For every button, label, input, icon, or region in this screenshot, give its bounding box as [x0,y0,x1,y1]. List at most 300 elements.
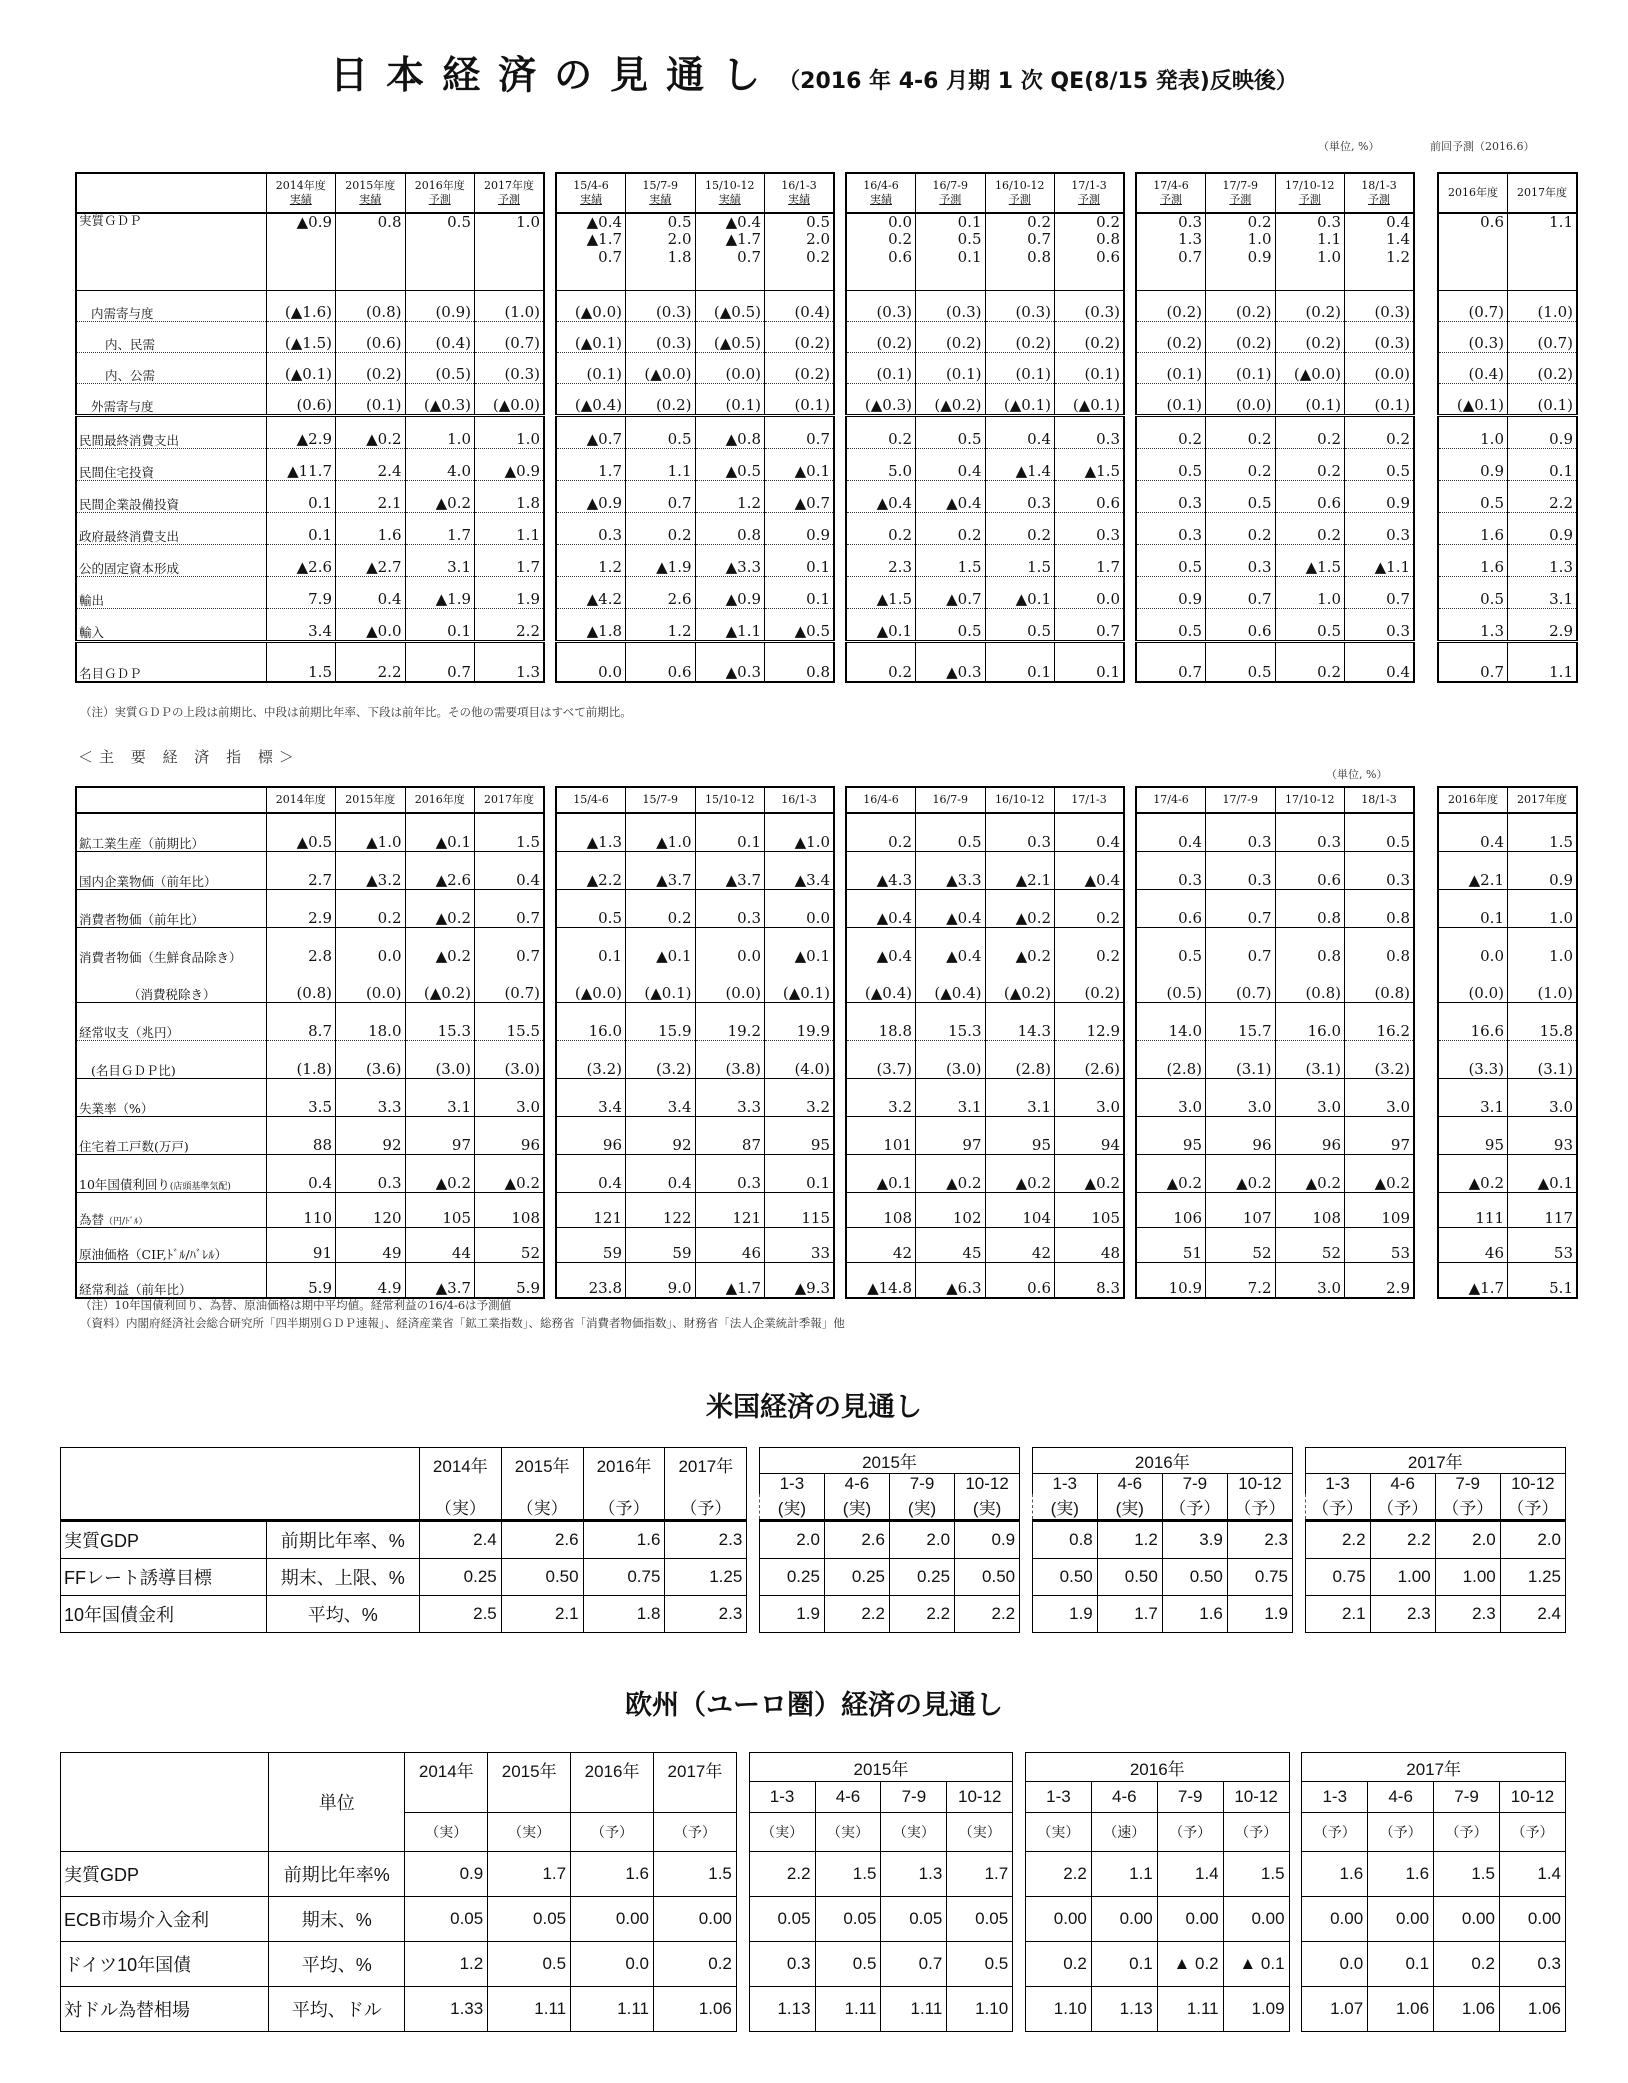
value-cell: 3.0 [1055,1079,1125,1117]
quarter-header: 4-6 [1368,1782,1434,1813]
column-gap [834,1117,846,1155]
value-cell: (▲0.4) [556,384,626,416]
value-cell: ▲1.7 [695,1263,765,1299]
quarter-value: 2.2 [1305,1521,1370,1559]
value-cell: 3.4 [556,1079,626,1117]
quarter-value: 1.11 [1157,1987,1223,2032]
year-group-header: 2017年 [1302,1753,1566,1782]
value-cell: 0.6 [1055,481,1125,513]
value-cell: 0.8 [1275,928,1345,966]
value-cell: 0.2 [1206,449,1276,481]
table-row [76,481,1577,513]
unit-header: 単位 [269,1753,405,1852]
value-cell: (0.4) [765,291,835,322]
value-cell: (0.1) [846,353,916,384]
value-cell: 0.3 1.3 0.7 [1136,213,1206,291]
quarter-header: 7-9 [881,1782,947,1813]
column-gap [834,322,846,353]
value-cell: ▲0.2 [405,928,475,966]
column-gap [1292,1474,1305,1495]
value-cell: 102 [916,1193,986,1228]
quarter-value: 0.05 [947,1897,1013,1942]
column-gap [1414,1079,1438,1117]
column-header: 2015年度 実績 [336,173,406,213]
value-cell: (0.3) [1345,291,1415,322]
value-cell: (0.0) [1206,384,1276,416]
column-gap [1414,1041,1438,1079]
value-cell: (0.7) [475,322,545,353]
value-cell: ▲2.2 [556,852,626,890]
column-gap [1414,577,1438,609]
value-cell: ▲14.8 [846,1263,916,1299]
value-cell: 0.9 [1508,852,1578,890]
table-row [76,353,1577,384]
value-cell: (3.7) [846,1041,916,1079]
quarter-value: 1.09 [1223,1987,1289,2032]
value-cell: 0.2 [1275,642,1345,683]
value-cell: ▲2.6 [405,852,475,890]
value-cell: 1.5 [1508,813,1578,852]
value-cell: ▲3.3 [916,852,986,890]
row-label: 経常利益（前年比） [76,1263,266,1299]
column-gap [834,813,846,852]
quarter-value: 1.11 [881,1987,947,2032]
value-cell: 4.0 [405,449,475,481]
value-cell: 3.3 [336,1079,406,1117]
quarter-value: 1.07 [1302,1987,1368,2032]
value-cell: 15.7 [1206,1003,1276,1041]
value-cell: 0.5 [626,416,696,449]
column-header: 2016年度 [1438,173,1508,213]
value-cell: (▲0.1) [985,384,1055,416]
table-row [76,545,1577,577]
value-cell: 101 [846,1117,916,1155]
value-cell: 53 [1508,1228,1578,1263]
row-label: 公的固定資本形成 [76,545,266,577]
value-cell: 95 [1136,1117,1206,1155]
column-gap [834,513,846,545]
value-cell: ▲0.1 [765,928,835,966]
annual-value: 0.9 [405,1852,488,1897]
value-cell: 16.2 [1345,1003,1415,1041]
value-cell: 120 [336,1193,406,1228]
table-row [76,1193,1577,1228]
value-cell: ▲4.3 [846,852,916,890]
column-gap [1124,1155,1136,1193]
japan-indicators-table [75,786,1578,1299]
column-gap [1020,1448,1033,1474]
value-cell: (3.1) [1275,1041,1345,1079]
row-unit: 期末、上限、% [266,1559,419,1596]
value-cell: 51 [1136,1228,1206,1263]
row-label: ドイツ10年国債 [61,1942,269,1987]
quarter-value: 0.75 [1305,1559,1370,1596]
quarter-status: （予） [1302,1813,1368,1852]
quarter-value: 1.4 [1157,1852,1223,1897]
column-gap [544,173,556,213]
column-gap [544,449,556,481]
value-cell: (3.2) [556,1041,626,1079]
value-cell: (0.2) [1275,291,1345,322]
value-cell: 8.7 [266,1003,336,1041]
quarter-value: ▲ 0.2 [1157,1942,1223,1987]
column-gap [1414,965,1438,1003]
column-gap [834,1263,846,1299]
quarter-value: 0.00 [1434,1897,1500,1942]
quarter-status: （実） [815,1813,881,1852]
value-cell: 0.3 [1345,609,1415,642]
value-cell: ▲1.7 [1438,1263,1508,1299]
value-cell: 3.4 [266,609,336,642]
value-cell: (0.2) [765,353,835,384]
column-gap [544,577,556,609]
value-cell: ▲3.3 [695,545,765,577]
quarter-header: 7-9 （予） [1435,1474,1500,1521]
row-label: 内、公需 [76,353,266,384]
quarter-value: 1.2 [1097,1521,1162,1559]
row-unit: 平均、% [269,1942,405,1987]
table-row [76,213,1577,291]
value-cell: 0.1 [266,481,336,513]
value-cell: 87 [695,1117,765,1155]
value-cell: 0.5 [1275,609,1345,642]
column-gap [1414,813,1438,852]
annual-value: 1.06 [654,1987,737,2032]
value-cell: 97 [916,1117,986,1155]
value-cell: 0.8 [695,513,765,545]
column-header: 2017年度 [1508,173,1578,213]
value-cell: 0.7 [1438,642,1508,683]
quarter-value: 1.06 [1368,1987,1434,2032]
value-cell: 0.2 [846,642,916,683]
value-cell: 0.5 [985,609,1055,642]
quarter-value: 0.1 [1091,1942,1157,1987]
value-cell: 0.3 [1275,813,1345,852]
column-gap [834,1228,846,1263]
quarter-value: 1.11 [815,1987,881,2032]
value-cell: ▲9.3 [765,1263,835,1299]
column-gap [1414,213,1438,291]
document-title [0,44,1628,99]
unit-label: （単位, %） [1318,140,1380,153]
table-row [61,1852,1566,1897]
column-gap [1414,1263,1438,1299]
column-gap [1013,1782,1026,1813]
value-cell: ▲4.2 [556,577,626,609]
column-gap [1414,173,1438,213]
value-cell: 2.6 [626,577,696,609]
value-cell: ▲0.1 [405,813,475,852]
value-cell: 0.3 [556,513,626,545]
column-gap [1124,787,1136,813]
value-cell: (0.1) [695,384,765,416]
quarter-header: 4-6 （予） [1370,1474,1435,1521]
value-cell: ▲0.2 [1136,1155,1206,1193]
value-cell: 15.5 [475,1003,545,1041]
value-cell: 3.1 [916,1079,986,1117]
header-row [61,1448,1566,1474]
annual-header: 2016年 [583,1448,665,1495]
column-gap [1124,353,1136,384]
column-gap [1124,1041,1136,1079]
value-cell: 3.2 [846,1079,916,1117]
value-cell: 0.8 [765,642,835,683]
value-cell: 0.1 [1508,449,1578,481]
quarter-header: 1-3 （予） [1305,1474,1370,1521]
value-cell: 0.9 [1508,513,1578,545]
quarter-status: （予） [1368,1813,1434,1852]
value-cell: (▲0.5) [695,291,765,322]
column-header: 15/7-9 [626,787,696,813]
value-cell: ▲0.7 [916,577,986,609]
corner-cell [76,173,266,213]
column-gap [544,787,556,813]
annual-value: 0.00 [571,1897,654,1942]
column-header: 2015年度 [336,787,406,813]
value-cell: (▲0.2) [985,965,1055,1003]
column-header: 15/4-6 実績 [556,173,626,213]
value-cell: 3.1 [405,1079,475,1117]
column-gap [1124,545,1136,577]
column-gap [1414,1155,1438,1193]
column-gap [544,852,556,890]
column-gap [544,928,556,966]
value-cell: (0.2) [1206,291,1276,322]
value-cell: ▲1.5 [846,577,916,609]
column-gap [736,1753,749,1782]
value-cell: ▲0.2 [1345,1155,1415,1193]
value-cell: ▲0.2 [1206,1155,1276,1193]
column-gap [834,384,846,416]
value-cell: (▲0.0) [556,965,626,1003]
value-cell: 2.3 [846,545,916,577]
annual-value: 1.6 [583,1521,665,1559]
value-cell: 2.9 [1345,1263,1415,1299]
column-gap [1414,545,1438,577]
column-gap [1289,1782,1302,1813]
table-row [76,1003,1577,1041]
value-cell: 0.7 [1345,577,1415,609]
column-gap [834,642,846,683]
value-cell: 0.5 [1136,928,1206,966]
column-gap [1124,384,1136,416]
column-gap [1013,1942,1026,1987]
row-label: 住宅着工戸数(万戸) [76,1117,266,1155]
value-cell: ▲0.2 [916,1155,986,1193]
value-cell: ▲0.9 [556,481,626,513]
annual-status: （実） [488,1813,571,1852]
value-cell: 3.3 [695,1079,765,1117]
column-header: 16/1-3 [765,787,835,813]
table-row [76,1079,1577,1117]
column-gap [1124,1263,1136,1299]
title-sub: （2016 年 4-6 月期 1 次 QE(8/15 発表)反映後） [778,69,1298,94]
value-cell: (0.9) [405,291,475,322]
quarter-status: （予） [1157,1813,1223,1852]
value-cell: 0.4 [266,1155,336,1193]
value-cell: 1.0 [1508,928,1578,966]
value-cell: (0.0) [336,965,406,1003]
quarter-value: 0.00 [1157,1897,1223,1942]
value-cell: (▲0.2) [916,384,986,416]
quarter-value: 2.2 [824,1596,889,1633]
value-cell: 46 [695,1228,765,1263]
value-cell: 2.2 [475,609,545,642]
row-label: 輸入 [76,609,266,642]
value-cell: (0.1) [1508,384,1578,416]
value-cell: 122 [626,1193,696,1228]
column-gap [544,322,556,353]
quarter-header: 1-3 (実) [1032,1474,1097,1521]
value-cell: 88 [266,1117,336,1155]
value-cell: (▲0.5) [695,322,765,353]
value-cell: 5.9 [266,1263,336,1299]
value-cell: 97 [405,1117,475,1155]
value-cell: (▲0.3) [846,384,916,416]
quarter-value: 1.6 [1368,1852,1434,1897]
value-cell: 1.7 [556,449,626,481]
value-cell: 1.5 [916,545,986,577]
column-gap [1414,890,1438,928]
value-cell: ▲2.9 [266,416,336,449]
value-cell: ▲0.4 ▲1.7 0.7 [695,213,765,291]
value-cell: ▲0.9 [475,449,545,481]
column-gap [834,449,846,481]
value-cell: 33 [765,1228,835,1263]
row-label: 民間企業設備投資 [76,481,266,513]
value-cell: 18.8 [846,1003,916,1041]
value-cell: 97 [1345,1117,1415,1155]
quarter-header: 10-12 (実) [955,1474,1020,1521]
value-cell: 0.0 0.2 0.6 [846,213,916,291]
row-label: 消費者物価（前年比） [76,890,266,928]
value-cell: 15.3 [405,1003,475,1041]
value-cell: 0.5 [1136,545,1206,577]
value-cell: 0.3 [336,1155,406,1193]
value-cell: (0.2) [985,322,1055,353]
quarter-value: 1.00 [1435,1559,1500,1596]
quarter-value: 1.6 [1302,1852,1368,1897]
value-cell: 0.2 [846,416,916,449]
value-cell: (0.2) [1206,322,1276,353]
table-row [76,1117,1577,1155]
column-gap [1414,322,1438,353]
value-cell: 0.4 [556,1155,626,1193]
value-cell: (0.0) [695,965,765,1003]
quarter-value: 0.25 [889,1559,954,1596]
value-cell: 111 [1438,1193,1508,1228]
value-cell: 0.0 [556,642,626,683]
row-label: 政府最終消費支出 [76,513,266,545]
value-cell: 0.0 [695,928,765,966]
value-cell: 92 [336,1117,406,1155]
value-cell: 0.1 [765,577,835,609]
quarter-header: 7-9 （予） [1162,1474,1227,1521]
annual-value: 1.2 [405,1942,488,1987]
quarter-status: （実） [749,1813,815,1852]
value-cell: 1.0 [405,416,475,449]
column-gap [1414,1003,1438,1041]
value-cell: 1.2 [556,545,626,577]
row-label: 民間最終消費支出 [76,416,266,449]
row-label: 実質GDP [61,1852,269,1897]
column-header: 2016年度 [1438,787,1508,813]
column-gap [834,416,846,449]
quarter-value: 0.00 [1302,1897,1368,1942]
value-cell: 91 [266,1228,336,1263]
value-cell: ▲0.1 [846,609,916,642]
value-cell: 0.4 [1055,813,1125,852]
value-cell: (0.1) [556,353,626,384]
value-cell: 1.0 [1508,890,1578,928]
annual-status: （予） [654,1813,737,1852]
value-cell: (0.2) [765,322,835,353]
value-cell: (0.2) [1275,322,1345,353]
quarter-value: 1.5 [1223,1852,1289,1897]
quarter-header: 4-6 [1091,1782,1157,1813]
value-cell: 0.5 [1438,481,1508,513]
value-cell: 1.6 [1438,513,1508,545]
annual-value: 0.05 [405,1897,488,1942]
row-label: 名目ＧＤＰ [76,642,266,683]
quarter-value: 2.2 [955,1596,1020,1633]
quarter-value: 0.05 [815,1897,881,1942]
column-header: 2017年度 [1508,787,1578,813]
value-cell: 59 [626,1228,696,1263]
value-cell: 3.1 [985,1079,1055,1117]
quarter-value: 2.0 [1435,1521,1500,1559]
value-cell: 1.3 [475,642,545,683]
indicators-note-2: （資料）内閣府経済社会総合研究所「四半期別ＧＤＰ速報」、経済産業省「鉱工業指数」、総務省「消費者物価指数」、財務省「法人企業統計季報」他 [80,1316,845,1330]
value-cell: 0.9 [1438,449,1508,481]
value-cell: 15.8 [1508,1003,1578,1041]
value-cell: ▲0.2 [405,1155,475,1193]
column-gap [834,577,846,609]
value-cell: ▲1.5 [1275,545,1345,577]
value-cell: 1.7 [1055,545,1125,577]
value-cell: 10.9 [1136,1263,1206,1299]
value-cell: 1.5 [985,545,1055,577]
row-unit: 平均、ドル [269,1987,405,2032]
column-gap [544,813,556,852]
column-gap [1013,1897,1026,1942]
quarter-status: （予） [1499,1813,1565,1852]
quarter-value: 0.75 [1227,1559,1292,1596]
value-cell: 0.0 [1055,577,1125,609]
column-header: 16/7-9 [916,787,986,813]
column-gap [834,1003,846,1041]
table-row [76,322,1577,353]
value-cell: ▲2.6 [266,545,336,577]
value-cell: ▲0.5 [765,609,835,642]
value-cell: 0.8 [1275,890,1345,928]
value-cell: (▲0.0) [1275,353,1345,384]
column-header: 17/10-12 予測 [1275,173,1345,213]
quarter-header: 1-3 (実) [759,1474,824,1521]
value-cell: 0.5 [556,890,626,928]
value-cell: (0.3) [475,353,545,384]
value-cell: ▲0.9 [695,577,765,609]
value-cell: (0.1) [1345,384,1415,416]
value-cell: 0.3 [1206,545,1276,577]
column-gap [834,609,846,642]
value-cell: (0.7) [1438,291,1508,322]
value-cell: 0.1 0.5 0.1 [916,213,986,291]
value-cell: 0.8 [1345,928,1415,966]
value-cell: 0.2 1.0 0.9 [1206,213,1276,291]
annual-status: （実） [501,1494,583,1521]
column-gap [1124,890,1136,928]
